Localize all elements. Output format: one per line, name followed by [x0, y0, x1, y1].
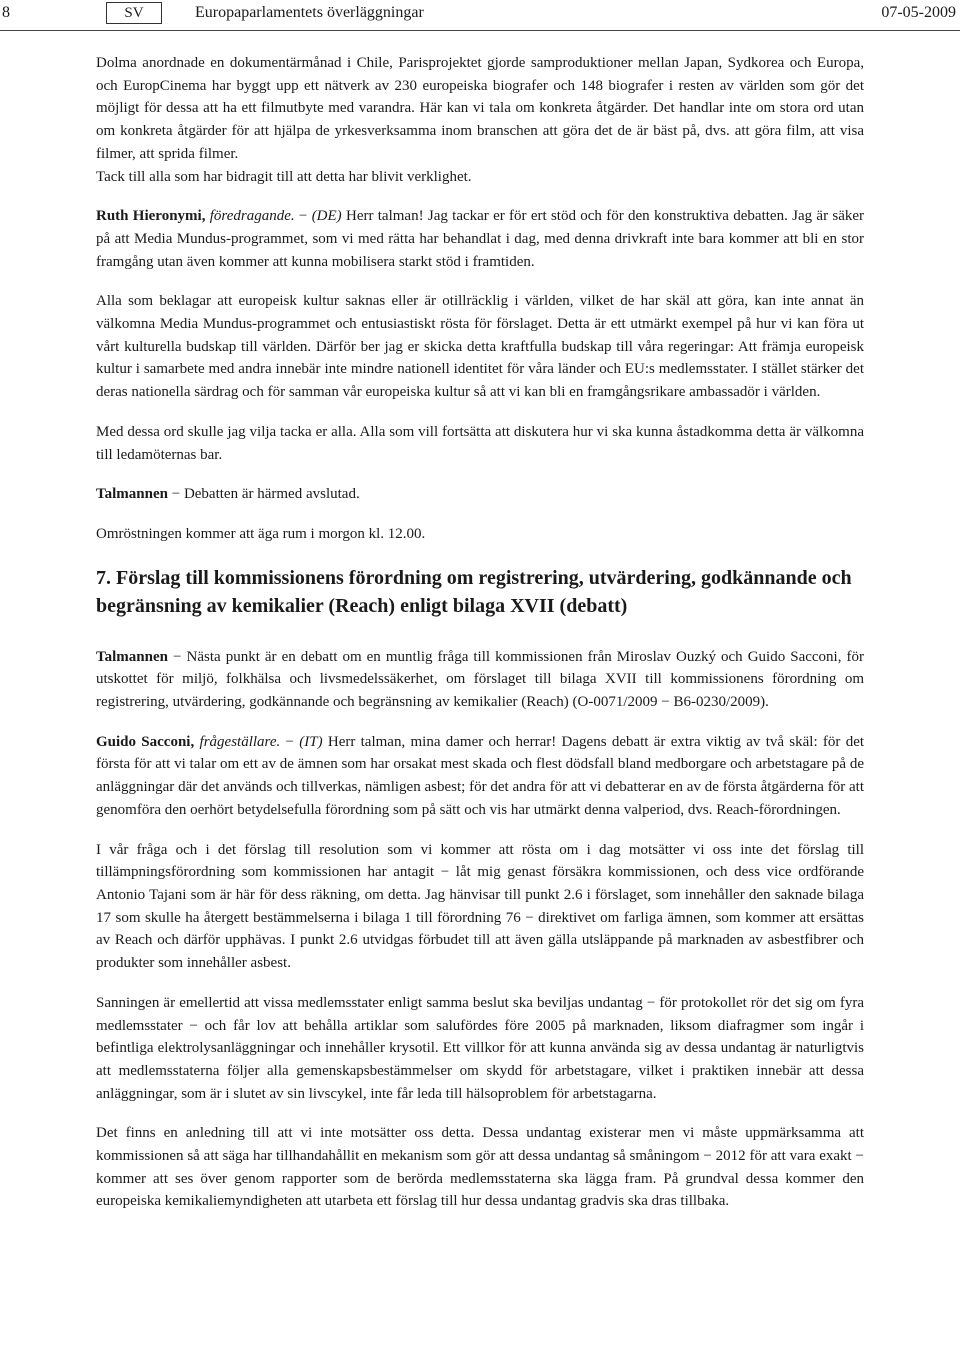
paragraph-thanks: Tack till alla som har bidragit till att detta har blivit verklighet.: [96, 168, 472, 185]
paragraph-derogations: Sanningen är emellertid att vissa medlemsstater enligt samma beslut ska beviljas undantag − för protokollet rör det sig om fyra medlemsstater − och får lov att behålla artiklar som salufördes före 2005 på marknaden, liksom diafragmer som ingår i befintliga elektrolysanläggningar och innehåller krysotil. Ett villkor för att kunna använda sig av dessa undantag är naturligtvis att medlemsstaterna följer alla gemenskapsbestämmelser om skydd för arbetstagare, vilket i praktiken innebär att dessa anläggningar, som är i slutet av sin livscykel, inte får leda till hälsoproblem för arbetstagarna.: [96, 994, 864, 1102]
dash-separator: −: [280, 733, 300, 750]
speaker-role: föredragande.: [209, 208, 295, 225]
publication-title: Europaparlamentets överläggningar: [195, 4, 424, 21]
speaker-name: Ruth Hieronymi,: [96, 208, 206, 225]
section-heading: 7. Förslag till kommissionens förordning om registrering, utvärdering, godkännande och begränsning av kemikalier (Reach) enligt bilaga XVII (debatt): [96, 566, 852, 617]
paragraph-review-mechanism: Det finns en anledning till att vi inte motsätter oss detta. Dessa undantag existerar men vi måste uppmärksamma att kommissionen så att säga har tillhandahållit en mekanism som gör att dessa undantag så småningom − 2012 för att vara exakt − kommer att ses över genom rapporter som de berörda medlemsstaterna ska lägga fram. På grundval dessa kommer den europeiska kemikaliemyndigheten att utarbeta ett förslag till hur dessa undantag gradvis ska dras tillbaka.: [96, 1125, 864, 1210]
page-number: 8: [2, 4, 10, 21]
speech-text: − Nästa punkt är en debatt om en muntlig fråga till kommissionen från Miroslav Ouzký och Guido Sacconi, för utskottet för miljö, folkhälsa och livsmedelssäkerhet, om förslaget till bilaga XVII till kommissionens förordning om registrering, utvärdering, godkännande och begränsning av kemikalier (Reach) (O-0071/2009 − B6-0230/2009).: [96, 648, 864, 711]
speaker-name: Talmannen: [96, 648, 168, 665]
dash-separator: −: [294, 208, 312, 225]
paragraph-media-mundus-examples: Dolma anordnade en dokumentärmånad i Chile, Parisprojektet gjorde samproduktioner mellan Japan, Sydkorea och Europa, och EuropCinema har byggt upp ett nätverk av 230 europeiska biografer och 148 biografer i resten av världen som gör det möjligt för dessa att ha ett filmutbyte med varandra. Här kan vi tala om konkreta åtgärder. Det handlar inte om stora ord utan om konkreta åtgärder för att hjälpa de yrkesverksamma inom branschen att göra det de är bäst på, dvs. att göra film, att visa filmer, att sprida filmer.: [96, 55, 864, 162]
paragraph-president-intro: [96, 646, 864, 714]
speaker-name: Guido Sacconi,: [96, 733, 195, 750]
paragraph-resolution: I vår fråga och i det förslag till resolution som vi kommer att rösta om i dag motsätter vi oss inte det förslag till tillämpningsförordning som kommissionen har antagit − låt mig genast försäkra kommissionen, och dess vice ordförande Antonio Tajani som är här för dess räkning, om detta. Jag hänvisar till punkt 2.6 i förslaget, som innehåller den saknade bilaga 17 som skulle ha återgett bestämmelserna i bilaga 1 till förordning 76 − direktivet om farliga ämnen, som kommer att ersättas av Reach och därför upphävas. I punkt 2.6 utvidgas förbudet till att även gälla utsläppande på marknaden av asbestfibrer och produkter som innehåller asbest.: [96, 841, 864, 972]
sitting-date: 07-05-2009: [881, 4, 956, 21]
language-code-box: SV: [106, 2, 162, 24]
speaker-name: Talmannen: [96, 486, 168, 503]
paragraph-european-culture: Alla som beklagar att europeisk kultur saknas eller är otillräcklig i världen, vilket de har skäl att göra, kan inte annat än välkomna Media Mundus-programmet och entusiastiskt rösta för förslaget. Detta är ett utmärkt exempel på hur vi kan föra ut vårt kulturella budskap till världen. Därför ber jag er skicka detta kraftfulla budskap till våra regeringar: Att främja europeisk kultur i samarbete med andra innebär inte mindre nationell identitet för våra länder och EU:s medlemsstater. I stället stärker det deras nationella särdrag och för samman vår europeiska kultur så att vi kan bli en framgångsrikare ambassadör i världen.: [96, 293, 864, 401]
paragraph-debate-closed: [96, 483, 864, 506]
speaker-language: (IT): [299, 733, 323, 750]
speech-text: Herr talman! Jag tackar er för ert stöd och för den konstruktiva debatten. Jag är säker på att Media Mundus-programmet, som vi med rätta har behandlat i dag, med denna drivkraft inte bara kommer att bli en stor framgång utan även kommer att kunna mobilisera starkt stöd i framtiden.: [96, 208, 865, 270]
paragraph-vote-time: Omröstningen kommer att äga rum i morgon kl. 12.00.: [96, 525, 426, 542]
speaker-role: frågeställare.: [199, 733, 281, 750]
speaker-language: (DE): [311, 208, 342, 225]
paragraph-hieronymi-speech: [96, 205, 864, 273]
speech-text: − Debatten är härmed avslutad.: [167, 486, 360, 503]
paragraph-sacconi-speech: [96, 731, 864, 822]
page-header: [0, 0, 960, 31]
document-body: [96, 52, 864, 1230]
paragraph-closing-thanks: Med dessa ord skulle jag vilja tacka er alla. Alla som vill fortsätta att diskutera hur vi ska kunna åstadkomma detta är välkomna till ledamöternas bar.: [96, 423, 864, 463]
speech-text: Herr talman, mina damer och herrar! Dagens debatt är extra viktig av två skäl: för det första för att vi talar om ett av de ämnen som har orsakat mest skada och flest dödsfall bland medborgare och arbetstagare på de anläggningar där det används och tillverkas, nämligen asbest; för det andra för att vi debatterar en av de första åtgärderna för att genomföra den oerhört betydelsefulla förordning som på sätt och vis har utmärkt denna valperiod, dvs. Reach-förordningen.: [96, 733, 865, 818]
